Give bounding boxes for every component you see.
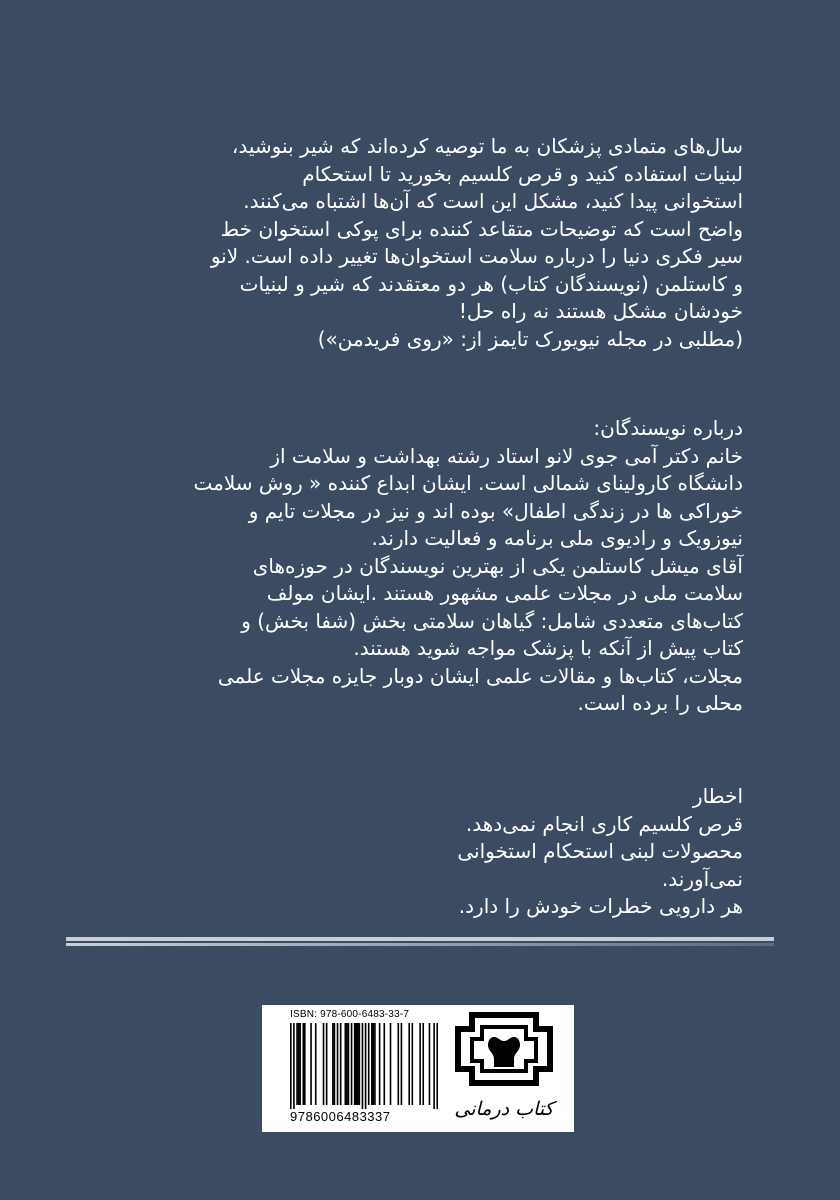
barcode-bar — [326, 1023, 328, 1105]
warning-line: هر دارویی خطرات خودش را دارد. — [458, 894, 743, 918]
barcode-bar — [383, 1023, 385, 1105]
isbn-label: ISBN: 978-600-6483-33-7 — [290, 1009, 410, 1020]
authors-line: دانشگاه کارولینای شمالی است. ایشان ابداع کننده « روش سلامت — [193, 471, 743, 495]
barcode-bar — [390, 1023, 392, 1105]
barcode-bar — [365, 1023, 367, 1109]
warning-heading: اخطار — [692, 784, 743, 808]
barcode-bar — [298, 1023, 300, 1105]
barcode-bar — [334, 1023, 336, 1105]
intro-line: سیر فکری دنیا را درباره سلامت استخوان‌ها تغییر داده است. لانو — [210, 244, 743, 268]
barcode-bar — [355, 1023, 357, 1105]
barcode-bar — [362, 1023, 364, 1109]
intro-line: خودشان مشکل هستند نه راه حل! — [458, 299, 743, 323]
intro-source: (مطلبی در مجله نیویورک تایمز از: «روی فریدمن») — [317, 326, 743, 351]
barcode-image — [290, 1023, 438, 1109]
intro-line: استخوانی پیدا کنید، مشکل این است که آن‌ها اشتباه می‌کنند. — [243, 189, 743, 213]
barcode-bar — [429, 1023, 431, 1105]
authors-line: محلی را برده است. — [577, 691, 743, 715]
barcode-bar — [379, 1023, 381, 1105]
barcode-bar — [304, 1023, 306, 1105]
intro-paragraph — [146, 133, 743, 353]
barcode-bar — [408, 1023, 410, 1105]
barcode-bar — [401, 1023, 403, 1105]
barcode-bar — [368, 1023, 370, 1105]
warning-section — [380, 783, 743, 921]
barcode-bar — [422, 1023, 424, 1105]
barcode-bar — [337, 1023, 339, 1105]
divider-line-shadow — [66, 943, 774, 946]
warning-line: قرص کلسیم کاری انجام نمی‌دهد. — [465, 811, 743, 836]
warning-line: محصولات لبنی استحکام استخوانی نمی‌آورند. — [457, 839, 743, 891]
barcode-bar — [397, 1023, 399, 1105]
barcode-bar — [419, 1023, 421, 1105]
barcode-bar — [373, 1023, 375, 1105]
intro-line: واضح است که توضیحات متقاعد کننده برای پوکی استخوان خط — [220, 216, 743, 241]
barcode-bar — [302, 1023, 304, 1105]
barcode-bar — [340, 1023, 342, 1105]
barcode-bar — [323, 1023, 325, 1105]
barcode-number: 9786006483337 — [290, 1109, 391, 1124]
publisher-logo-text: کتاب درمانی — [454, 1098, 554, 1120]
barcode-bar — [299, 1023, 301, 1105]
authors-heading: درباره نویسندگان: — [593, 416, 743, 440]
authors-line: نیوزویک و رادیوی ملی برنامه و فعالیت دارند. — [371, 526, 743, 550]
barcode-bar — [371, 1023, 373, 1105]
authors-line: خوراکی ها در زندگی اطفال» بوده اند و نیز در مجلات تایم و — [248, 498, 743, 523]
authors-line: خانم دکتر آمی جوی لانو استاد رشته بهداشت و سلامت از — [270, 443, 743, 468]
barcode-panel — [262, 1005, 574, 1132]
intro-line: سال‌های متمادی پزشکان به ما توصیه کرده‌اند که شیر بنوشید، — [231, 134, 743, 158]
barcode-bar — [346, 1023, 348, 1105]
authors-line: کتاب پیش از آنکه با پزشک مواجه شوید هستند. — [353, 636, 743, 660]
barcode-bar — [412, 1023, 414, 1105]
barcode-bar — [293, 1023, 295, 1109]
intro-line: و کاستلمن (نویسندگان کتاب) هر دو معتقدند که شیر و لبنیات — [239, 271, 743, 296]
barcode-bar — [310, 1023, 312, 1105]
barcode-bar — [433, 1023, 435, 1109]
barcode-bar — [290, 1023, 292, 1109]
authors-line: سلامت ملی در مجلات علمی مشهور هستند .ایشان مولف — [266, 581, 743, 605]
intro-line: لبنیات استفاده کنید و قرص کلسیم بخورید تا استحکام — [302, 161, 743, 186]
barcode-bar — [357, 1023, 359, 1105]
authors-section — [146, 415, 743, 718]
barcode-bar — [348, 1023, 350, 1105]
authors-line: آقای میشل کاستلمن یکی از بهترین نویسندگان در حوزه‌های — [252, 553, 743, 578]
barcode-bar — [351, 1023, 353, 1105]
publisher-logo-icon — [438, 1007, 570, 1127]
barcode-bar — [345, 1023, 347, 1105]
barcode-bar — [359, 1023, 361, 1105]
barcode-bar — [332, 1023, 334, 1105]
authors-line: کتاب‌های متعددی شامل: گیاهان سلامتی بخش (شفا بخش) و — [241, 608, 743, 633]
authors-line: مجلات، کتاب‌ها و مقالات علمی ایشان دوبار جایزه مجلات علمی — [217, 663, 743, 688]
barcode-bar — [315, 1023, 317, 1105]
barcode-bar — [354, 1023, 356, 1105]
barcode-bar — [296, 1023, 298, 1105]
barcode-bar — [374, 1023, 376, 1105]
divider-line — [66, 937, 774, 941]
